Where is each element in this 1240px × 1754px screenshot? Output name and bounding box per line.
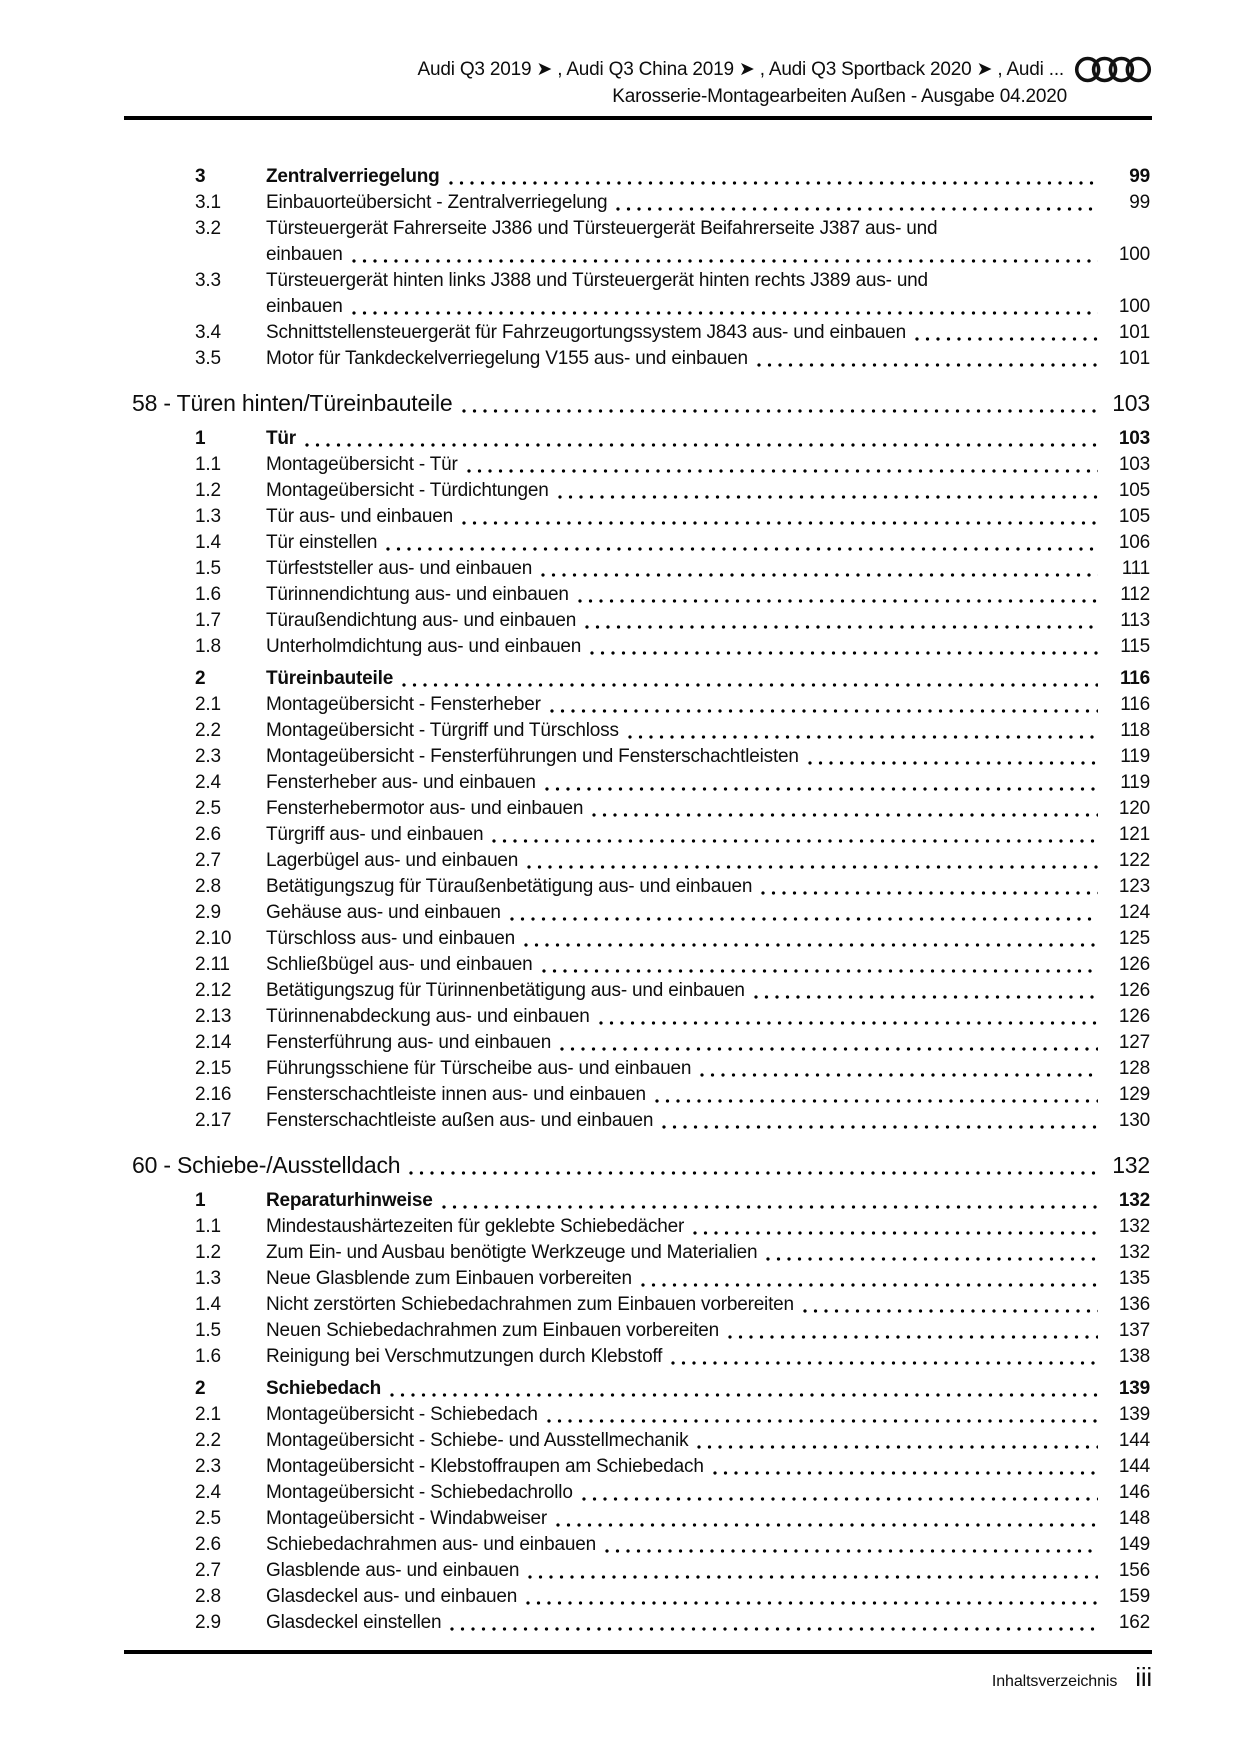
toc-row [124,268,1152,320]
toc-row [124,1454,1152,1480]
toc-entry-page: 146 [1118,1482,1150,1503]
toc-entry-title: Türfeststeller aus- und einbauen [266,558,533,579]
toc-entry-page: 120 [1118,798,1150,819]
toc-row [124,718,1152,744]
toc-entry-title: 58 - Türen hinten/Türeinbauteile [132,390,453,416]
toc-row [124,1030,1152,1056]
toc-entry-number: 1.5 [195,1320,221,1341]
toc-entry-page: 103 [1112,390,1150,416]
toc-row [124,692,1152,718]
toc-entry-title: Montageübersicht - Türdichtungen [266,480,549,501]
toc-row [124,1558,1152,1584]
toc-entry-title: Tür [266,428,297,449]
toc-entry-title: Glasblende aus- und einbauen [266,1560,520,1581]
toc-entry-number: 1.6 [195,1346,221,1367]
dot-leader [526,1600,1098,1606]
toc-row [124,190,1152,216]
dot-leader [547,1418,1098,1424]
toc-entry-title: Montageübersicht - Schiebedach [266,1404,538,1425]
toc-row [124,926,1152,952]
toc-entry-title: Montageübersicht - Schiebedachrollo [266,1482,573,1503]
footer-page-number: iii [1135,1662,1152,1692]
dot-leader [697,1444,1098,1450]
toc-entry-page: 139 [1118,1378,1150,1399]
toc-entry-number: 3.5 [195,348,221,369]
toc-entry-title: Fensterführung aus- und einbauen [266,1032,552,1053]
footer-label: Inhaltsverzeichnis [991,1673,1118,1690]
toc-entry-number: 2.17 [195,1110,232,1131]
toc-row [124,1610,1152,1636]
dot-leader [700,1072,1098,1078]
toc-entry-title: Montageübersicht - Türgriff und Türschloss [266,720,619,741]
toc-entry-title: Tür aus- und einbauen [266,506,453,527]
toc-entry-page: 149 [1118,1534,1150,1555]
dot-leader [442,1204,1098,1210]
toc-entry-number: 3 [195,166,206,187]
toc-entry-page: 103 [1118,454,1150,475]
toc-entry-title: Schiebedachrahmen aus- und einbauen [266,1534,596,1555]
toc-entry-page: 116 [1120,694,1150,715]
toc-row [124,952,1152,978]
toc-entry-title: Türaußendichtung aus- und einbauen [266,610,577,631]
toc-row [124,796,1152,822]
toc-row [124,608,1152,634]
toc-entry-title: Türsteuergerät hinten links J388 und Türsteuergerät hinten rechts J389 aus- und [266,270,928,291]
toc-entry-number: 1.3 [195,1268,221,1289]
dot-leader [545,786,1098,792]
toc-entry-title: Nicht zerstörten Schiebedachrahmen zum Einbauen vorbereiten [266,1294,794,1315]
toc-entry-number: 2.7 [195,1560,221,1581]
toc-row [124,426,1152,452]
toc-entry-title: Türschloss aus- und einbauen [266,928,515,949]
dot-leader [662,1124,1098,1130]
toc-entry-title: Montageübersicht - Klebstoffraupen am Schiebedach [266,1456,704,1477]
toc-entry-page: 99 [1129,192,1150,213]
toc-entry-page: 162 [1118,1612,1150,1633]
toc-entry-page: 112 [1120,584,1150,605]
toc-entry-title: Türgriff aus- und einbauen [266,824,484,845]
toc-entry-number: 1.1 [195,454,221,475]
audi-rings-icon [1074,56,1152,83]
toc-entry-number: 2.1 [195,694,221,715]
toc-entry-page: 105 [1118,480,1150,501]
toc-entry-number: 2.8 [195,876,221,897]
toc-row [124,1532,1152,1558]
toc-entry-page: 106 [1118,532,1150,553]
header-line-1 [124,56,1152,83]
footer-rule [124,1650,1152,1654]
dot-leader [671,1360,1098,1366]
toc-entry-page: 138 [1118,1346,1150,1367]
toc-entry-number: 2.6 [195,1534,221,1555]
toc-entry-title: Glasdeckel einstellen [266,1612,442,1633]
toc-entry-title: Türsteuergerät Fahrerseite J386 und Türsteuergerät Beifahrerseite J387 aus- und [266,218,938,239]
toc-row [124,666,1152,692]
toc-entry-number: 2.5 [195,1508,221,1529]
toc-entry-title: Motor für Tankdeckelverriegelung V155 aus- und einbauen [266,348,748,369]
toc-row [124,1004,1152,1030]
toc-entry-page: 105 [1118,506,1150,527]
toc-row [124,346,1152,372]
toc-entry-page: 121 [1118,824,1150,845]
toc-entry-page: 132 [1118,1216,1150,1237]
toc-entry-title: Tür einstellen [266,532,378,553]
dot-leader [578,598,1098,604]
toc-entry-page: 132 [1118,1190,1150,1211]
toc-entry-number: 2.12 [195,980,232,1001]
toc-entry-page: 156 [1118,1560,1150,1581]
toc-entry-title: Neuen Schiebedachrahmen zum Einbauen vorbereiten [266,1320,720,1341]
dot-leader [352,258,1098,264]
toc-entry-number: 2.15 [195,1058,232,1079]
toc-entry-page: 101 [1118,348,1150,369]
dot-leader [510,916,1098,922]
toc-entry-title: Montageübersicht - Fensterführungen und Fensterschachtleisten [266,746,799,767]
toc-entry-title: Zentralverriegelung [266,166,440,187]
dot-leader [449,180,1098,186]
dot-leader [462,520,1098,526]
toc-entry-page: 118 [1120,720,1150,741]
toc-row [124,874,1152,900]
toc-entry-number: 1.2 [195,1242,221,1263]
toc-entry-number: 1 [195,428,206,449]
toc-row [124,1480,1152,1506]
toc-entry-number: 3.4 [195,322,221,343]
toc-entry-page: 148 [1118,1508,1150,1529]
toc-entry-number: 2.1 [195,1404,221,1425]
dot-leader [558,494,1098,500]
dot-leader [550,708,1098,714]
dot-leader [582,1496,1098,1502]
toc-row [124,1344,1152,1370]
toc-entry-page: 113 [1120,610,1150,631]
dot-leader [915,336,1098,342]
header-rule [124,116,1152,120]
toc-row [124,822,1152,848]
toc-entry-page: 123 [1118,876,1150,897]
toc-entry-title: Fensterhebermotor aus- und einbauen [266,798,584,819]
toc-entry-number: 1.7 [195,610,221,631]
table-of-contents [124,158,1152,1636]
toc-entry-title: Reinigung bei Verschmutzungen durch Klebstoff [266,1346,663,1367]
toc-entry-title: Gehäuse aus- und einbauen [266,902,501,923]
dot-leader [492,838,1098,844]
toc-entry-title: Montageübersicht - Windabweiser [266,1508,548,1529]
toc-entry-number: 2.9 [195,1612,221,1633]
toc-entry-page: 119 [1120,772,1150,793]
dot-leader [527,864,1098,870]
toc-row [124,1188,1152,1214]
dot-leader [386,546,1098,552]
toc-entry-page: 136 [1118,1294,1150,1315]
header-models-text: Audi Q3 2019 ➤ , Audi Q3 China 2019 ➤ , Audi Q3 Sportback 2020 ➤ , Audi ... [417,59,1064,80]
toc-entry-number: 2.14 [195,1032,232,1053]
toc-row [124,634,1152,660]
dot-leader [467,468,1098,474]
dot-leader [766,1256,1098,1262]
toc-entry-page: 144 [1118,1430,1150,1451]
toc-row [124,900,1152,926]
dot-leader [541,572,1098,578]
toc-entry-page: 126 [1118,980,1150,1001]
toc-row [124,848,1152,874]
dot-leader [305,442,1098,448]
dot-leader [713,1470,1098,1476]
toc-entry-continuation-line [266,242,1150,268]
toc-entry-number: 1 [195,1190,206,1211]
toc-entry-page: 132 [1112,1152,1150,1178]
toc-entry-number: 3.1 [195,192,221,213]
toc-entry-number: 2.13 [195,1006,232,1027]
dot-leader [803,1308,1098,1314]
toc-row [124,388,1152,418]
toc-row [124,1584,1152,1610]
toc-row [124,1376,1152,1402]
toc-entry-number: 2.3 [195,746,221,767]
toc-entry-page: 125 [1118,928,1150,949]
dot-leader [616,206,1098,212]
dot-leader [599,1020,1098,1026]
toc-entry-number: 2.11 [195,954,230,975]
dot-leader [808,760,1098,766]
toc-row [124,770,1152,796]
toc-entry-number: 2.5 [195,798,221,819]
toc-entry-number: 1.3 [195,506,221,527]
dot-leader [402,682,1098,688]
toc-entry-number: 2.8 [195,1586,221,1607]
dot-leader [754,994,1098,1000]
toc-entry-text-block [266,216,1150,268]
toc-row [124,1402,1152,1428]
toc-entry-title: Zum Ein- und Ausbau benötigte Werkzeuge und Materialien [266,1242,758,1263]
toc-entry-number: 1.4 [195,532,221,553]
toc-entry-page: 132 [1118,1242,1150,1263]
toc-entry-title: Unterholmdichtung aus- und einbauen [266,636,582,657]
toc-entry-number: 2.7 [195,850,221,871]
toc-entry-number: 2.10 [195,928,232,949]
toc-row [124,320,1152,346]
toc-entry-title: Fensterschachtleiste innen aus- und einbauen [266,1084,646,1105]
toc-entry-page: 100 [1118,244,1150,265]
page-header [124,56,1152,110]
toc-row [124,1318,1152,1344]
toc-entry-number: 1.1 [195,1216,221,1237]
toc-entry-title: Fensterheber aus- und einbauen [266,772,536,793]
toc-entry-number: 1.6 [195,584,221,605]
toc-entry-title: Fensterschachtleiste außen aus- und einbauen [266,1110,654,1131]
dot-leader [693,1230,1098,1236]
dot-leader [560,1046,1098,1052]
toc-row [124,1240,1152,1266]
toc-row [124,1428,1152,1454]
dot-leader [462,408,1099,414]
toc-entry-title: Türinnenabdeckung aus- und einbauen [266,1006,590,1027]
dot-leader [761,890,1098,896]
toc-entry-continuation-line [266,294,1150,320]
toc-entry-page: 122 [1118,850,1150,871]
dot-leader [450,1626,1098,1632]
dot-leader [524,942,1098,948]
toc-entry-title: Einbauorteübersicht - Zentralverriegelung [266,192,608,213]
toc-entry-title: Betätigungszug für Türaußenbetätigung aus- und einbauen [266,876,753,897]
toc-entry-number: 2.9 [195,902,221,923]
toc-entry-title: Reparaturhinweise [266,1190,433,1211]
toc-row [124,164,1152,190]
toc-row [124,478,1152,504]
dot-leader [590,650,1098,656]
toc-entry-number: 1.5 [195,558,221,579]
toc-entry-title: Schnittstellensteuergerät für Fahrzeugortungssystem J843 aus- und einbauen [266,322,907,343]
toc-row [124,582,1152,608]
toc-entry-page: 128 [1118,1058,1150,1079]
toc-row [124,1108,1152,1134]
toc-row [124,1082,1152,1108]
toc-row [124,1056,1152,1082]
toc-row [124,744,1152,770]
toc-entry-page: 126 [1118,1006,1150,1027]
header-subtitle: Karosserie-Montagearbeiten Außen - Ausgabe 04.2020 [612,86,1067,107]
toc-entry-number: 3.3 [195,270,221,291]
toc-entry-number: 1.8 [195,636,221,657]
toc-entry-page: 101 [1118,322,1150,343]
toc-entry-number: 2.4 [195,1482,221,1503]
toc-entry-page: 135 [1118,1268,1150,1289]
toc-entry-number: 3.2 [195,218,221,239]
toc-entry-number: 2.3 [195,1456,221,1477]
toc-entry-title: Mindestaushärtezeiten für geklebte Schiebedächer [266,1216,685,1237]
toc-entry-title: Schiebedach [266,1378,382,1399]
toc-entry-title: 60 - Schiebe-/Ausstelldach [132,1152,401,1178]
toc-entry-number: 1.2 [195,480,221,501]
dot-leader [542,968,1098,974]
dot-leader [409,1170,1098,1176]
toc-row [124,978,1152,1004]
toc-row [124,1292,1152,1318]
toc-entry-text-block [266,268,1150,320]
toc-row [124,504,1152,530]
toc-entry-title: Türeinbauteile [266,668,394,689]
dot-leader [641,1282,1098,1288]
toc-entry-page: 129 [1118,1084,1150,1105]
toc-entry-title: Betätigungszug für Türinnenbetätigung aus- und einbauen [266,980,745,1001]
toc-entry-page: 137 [1118,1320,1150,1341]
toc-entry-number: 2.6 [195,824,221,845]
dot-leader [757,362,1098,368]
toc-row [124,556,1152,582]
toc-entry-number: 2 [195,1378,206,1399]
toc-entry-page: 119 [1120,746,1150,767]
toc-entry-number: 2.2 [195,720,221,741]
toc-entry-page: 116 [1119,668,1150,689]
toc-entry-title: Führungsschiene für Türscheibe aus- und einbauen [266,1058,692,1079]
dot-leader [728,1334,1098,1340]
dot-leader [585,624,1098,630]
toc-entry-page: 127 [1118,1032,1150,1053]
dot-leader [628,734,1098,740]
toc-entry-title-continued: einbauen [266,244,343,265]
dot-leader [352,310,1098,316]
toc-entry-title: Lagerbügel aus- und einbauen [266,850,519,871]
toc-entry-page: 159 [1118,1586,1150,1607]
toc-row [124,452,1152,478]
toc-entry-page: 139 [1118,1404,1150,1425]
dot-leader [605,1548,1098,1554]
toc-entry-page: 130 [1118,1110,1150,1131]
toc-entry-number: 1.4 [195,1294,221,1315]
toc-entry-title-continued: einbauen [266,296,343,317]
toc-entry-page: 111 [1121,558,1150,579]
dot-leader [528,1574,1098,1580]
page-footer [124,1662,1152,1693]
toc-entry-title: Neue Glasblende zum Einbauen vorbereiten [266,1268,632,1289]
toc-row [124,530,1152,556]
toc-entry-title: Glasdeckel aus- und einbauen [266,1586,518,1607]
toc-entry-number: 2.2 [195,1430,221,1451]
toc-row [124,216,1152,268]
toc-entry-page: 99 [1129,166,1150,187]
toc-entry-page: 144 [1118,1456,1150,1477]
toc-row [124,1506,1152,1532]
toc-row [124,1150,1152,1180]
toc-row [124,1214,1152,1240]
toc-entry-page: 124 [1118,902,1150,923]
toc-entry-title: Montageübersicht - Fensterheber [266,694,541,715]
toc-entry-page: 126 [1118,954,1150,975]
dot-leader [655,1098,1098,1104]
toc-entry-page: 100 [1118,296,1150,317]
dot-leader [592,812,1098,818]
toc-entry-number: 2.16 [195,1084,232,1105]
toc-row [124,1266,1152,1292]
toc-entry-page: 115 [1120,636,1150,657]
toc-entry-number: 2.4 [195,772,221,793]
toc-entry-title: Türinnendichtung aus- und einbauen [266,584,569,605]
toc-entry-page: 103 [1118,428,1150,449]
dot-leader [556,1522,1098,1528]
toc-entry-title: Montageübersicht - Schiebe- und Ausstellmechanik [266,1430,689,1451]
toc-entry-title: Montageübersicht - Tür [266,454,458,475]
toc-entry-number: 2 [195,668,206,689]
dot-leader [390,1392,1098,1398]
toc-entry-title: Schließbügel aus- und einbauen [266,954,533,975]
